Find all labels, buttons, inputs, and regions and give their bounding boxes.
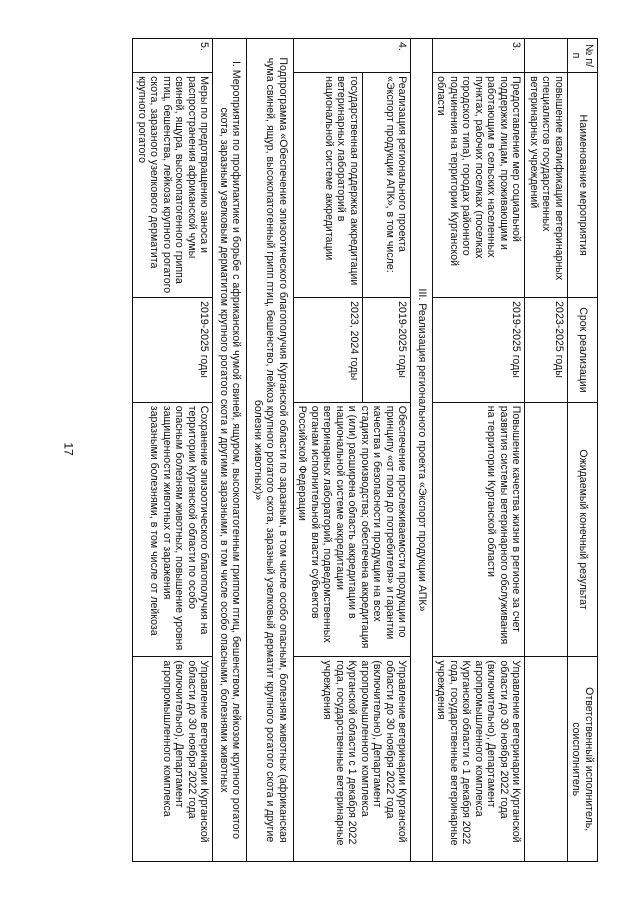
row-number: 5. bbox=[133, 39, 213, 73]
row-name: Меры по предотвращению заноса и распространения африканской чумы свиней, ящура, высокопатогенного гриппа птиц, бешенства, лейкоза крупного рогатого скота, заразного узелкового дерматита крупного рогатого bbox=[133, 73, 213, 298]
row-term: 2023-2025 годы bbox=[525, 298, 568, 403]
row-result: Обеспечение прослеживаемости продукции по принципу «от поля до потребителя» и гарантии качества и безопасности продукции на всех стадиях производства; обеспечена аккредитация и (или) расширена область аккредитации в национальной системе аккредитации ветеринарных лабораторий, подведомственных органам исполнительной власти субъектов Российской Федерации bbox=[294, 402, 412, 657]
table-header-row bbox=[568, 39, 598, 862]
header-name: Наименование мероприятия bbox=[568, 73, 598, 298]
row-subterm: 2023, 2024 годы bbox=[294, 298, 363, 403]
table-row bbox=[525, 39, 568, 862]
row-result: Сохранение эпизоотического благополучия на территории Курганской области по особо опасным болезням животных, повышение уровня защищенности животных от заражения заразными болезнями, в том числе от лейкоза bbox=[133, 402, 213, 657]
section-1-title: I. Мероприятия по профилактике и борьбе с африканской чумой свиней, ящуром, высокопатогенным гриппом птиц, бешенством, лейкозом крупного рогатого скота, заразным узелковым дерматитом крупного рогатого скота и другими заразными, в том числе особо опасными, болезнями животных bbox=[213, 39, 247, 862]
row-number: 4. bbox=[294, 39, 412, 73]
table-row bbox=[362, 39, 411, 862]
row-term: 2019-2025 годы bbox=[362, 298, 411, 403]
row-subname: государственная поддержка аккредитации ветеринарных лабораторий в национальной системе аккредитации bbox=[294, 73, 363, 298]
table-row bbox=[433, 39, 526, 862]
row-name: Реализация регионального проекта «Экспорт продукции АПК», в том числе: bbox=[362, 73, 411, 298]
header-result: Ожидаемый конечный результат bbox=[568, 402, 598, 657]
header-responsible: Ответственный исполнитель, соисполнитель bbox=[568, 657, 598, 862]
row-responsible: Управление ветеринарии Курганской области до 30 ноября 2022 года (включительно), Департамент агропромышленного комплекса Курганской области с 1 декабря 2022 года, государственные ветеринарные учреждения bbox=[294, 657, 412, 862]
row-result: Повышение качества жизни в регионе за счет развития системы ветеринарного обслуживания на территории Курганской области bbox=[433, 402, 526, 657]
row-name: повышение квалификации ветеринарных специалистов государственных ветеринарных учреждений bbox=[525, 73, 568, 298]
header-term: Срок реализации bbox=[568, 298, 598, 403]
row-responsible: Управление ветеринарии Курганской области до 30 ноября 2022 года (включительно), Департамент агропромышленного комплекса bbox=[133, 657, 213, 862]
table-row bbox=[133, 39, 213, 862]
subprogram-title: Подпрограмма «Обеспечение эпизоотического благополучия Курганской области по заразным, в том числе особо опасным, болезням животных (африканская чума свиней, ящур, высокопатогенный грипп птиц, бешенство, лейкоз крупного рогатого скота, заразный узелковый дерматит крупного рогатого скота и другие болезни животных)» bbox=[247, 39, 294, 862]
row-number: 3. bbox=[433, 39, 526, 73]
measures-table bbox=[133, 38, 599, 862]
row-responsible bbox=[525, 657, 568, 862]
section-3-title: III. Реализация регионального проекта «Экспорт продукции АПК» bbox=[411, 39, 433, 862]
row-term: 2019-2025 годы bbox=[433, 298, 526, 403]
page-number: 17 bbox=[61, 442, 76, 456]
subprogram-title-row bbox=[247, 39, 294, 862]
header-number: № п/п bbox=[568, 39, 598, 73]
row-name: Предоставление мер социальной поддержки лицам, проживающим и работающим в сельских населенных пунктах, рабочих поселках (поселках городского типа), городах районного подчинения на территории Курганской области bbox=[433, 73, 526, 298]
row-responsible: Управление ветеринарии Курганской области до 30 ноября 2022 года (включительно), Департамент агропромышленного комплекса Курганской области с 1 декабря 2022 года, государственные ветеринарные учреждения bbox=[433, 657, 526, 862]
section-title-row bbox=[411, 39, 433, 862]
row-term: 2019-2025 годы bbox=[133, 298, 213, 403]
row-number bbox=[525, 39, 568, 73]
row-result bbox=[525, 402, 568, 657]
document-sheet bbox=[133, 38, 599, 862]
section-title-row bbox=[213, 39, 247, 862]
